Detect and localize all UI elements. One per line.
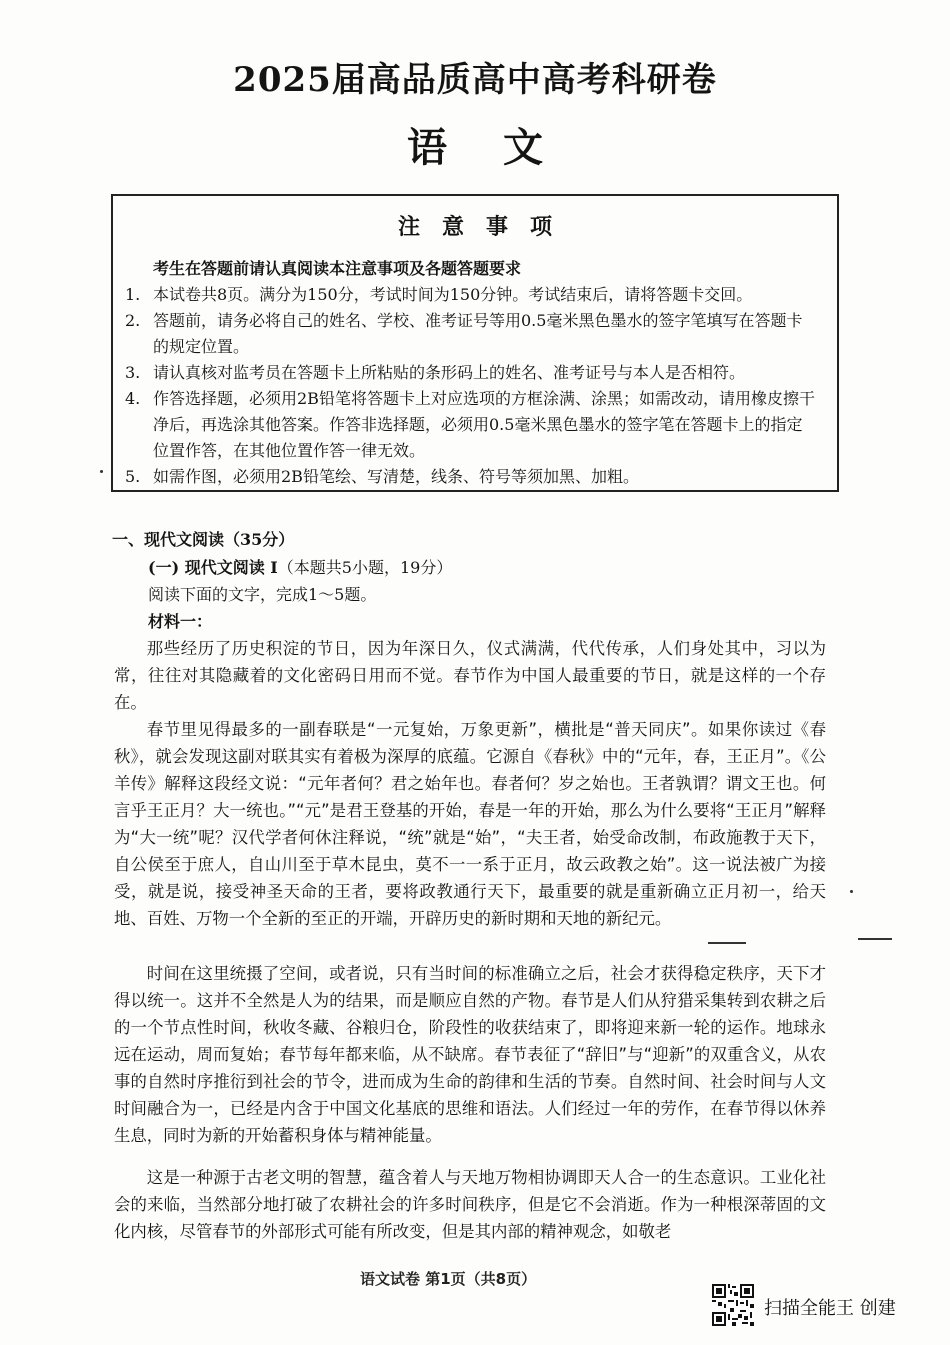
- notice-item-number: 5.: [125, 467, 141, 486]
- scanner-watermark: 扫描全能王 创建: [764, 1298, 896, 1319]
- scan-speck: [850, 890, 853, 893]
- notice-item-number: 2.: [125, 311, 141, 330]
- passage-paragraph: [114, 635, 826, 716]
- notice-item-text: 作答选择题，必须用2B铅笔将答题卡上对应选项的方框涂满、涂黑；如需改动，请用橡皮擦干净后，再选涂其他答案。作答非选择题，必须用0.5毫米黑色墨水的签字笔在答题卡上的指定位置作答，在其他位置作答一律无效。: [153, 389, 815, 460]
- notice-item-number: 4.: [125, 389, 141, 408]
- notice-item: [125, 360, 815, 386]
- subsection-score: （本题共5小题，19分）: [277, 558, 453, 577]
- exam-title: 2025届高品质高中高考科研卷: [233, 60, 717, 100]
- section-heading: 一、现代文阅读（35分）: [112, 530, 295, 549]
- material-label: 材料一：: [148, 612, 213, 631]
- notice-title: 注意事项: [397, 214, 574, 240]
- paragraph-text: 这是一种源于古老文明的智慧，蕴含着人与天地万物相协调即天人合一的生态意识。工业化社会的来临，当然部分地打破了农耕社会的许多时间秩序，但是它不会消逝。作为一种根深蒂固的文化内核，尽管春节的外部形式可能有所改变，但是其内部的精神观念，如敬老: [114, 1168, 826, 1241]
- passage-paragraph: [114, 960, 826, 1149]
- notice-item-text: 如需作图，必须用2B铅笔绘、写清楚，线条、符号等须加黑、加粗。: [153, 467, 639, 486]
- subsection-title: (一) 现代文阅读 I: [148, 558, 278, 577]
- page-footer: [360, 1262, 580, 1288]
- qr-code-icon: [712, 1284, 754, 1326]
- notice-item-text: 请认真核对监考员在答题卡上所粘贴的条形码上的姓名、准考证号与本人是否相符。: [153, 363, 746, 382]
- paragraph-text: 时间在这里统摄了空间，或者说，只有当时间的标准确立之后，社会才获得稳定秩序，天下才得以统一。这并不全然是人为的结果，而是顺应自然的产物。春节是人们从狩猎采集转到农耕之后的一个节点性时间，秋收冬藏、谷粮归仓，阶段性的收获结束了，即将迎来新一轮的运作。地球永远在运动，周而复始；春节每年都来临，从不缺席。春节表征了“辞旧”与“迎新”的双重含义，从农事的自然时序推衍到社会的节令，进而成为生命的韵律和生活的节奏。自然时间、社会时间与人文时间融合为一，已经是内含于中国文化基底的思维和语法。人们经过一年的劳作，在春节得以休养生息，同时为新的开始蓄积身体与精神能量。: [114, 964, 826, 1145]
- notice-item: [125, 308, 815, 360]
- reading-instruction: 阅读下面的文字，完成1～5题。: [148, 585, 377, 604]
- subject-title: 语文: [407, 124, 599, 171]
- pencil-mark: [858, 938, 892, 940]
- notice-item: [125, 386, 815, 464]
- passage-paragraph: [114, 716, 826, 932]
- notice-box: [111, 194, 839, 492]
- notice-item-text: 本试卷共8页。满分为150分，考试时间为150分钟。考试结束后，请将答题卡交回。: [153, 285, 753, 304]
- subsection-heading: [148, 555, 452, 578]
- scan-speck: [100, 470, 103, 473]
- notice-item-number: 1.: [125, 285, 141, 304]
- notice-item-number: 3.: [125, 363, 141, 382]
- notice-item: [125, 464, 815, 490]
- pencil-mark: [708, 942, 746, 944]
- notice-item-text: 答题前，请务必将自己的姓名、学校、准考证号等用0.5毫米黑色墨水的签字笔填写在答题卡的规定位置。: [153, 311, 803, 356]
- notice-item: [125, 282, 815, 308]
- passage-paragraph: [114, 1164, 826, 1245]
- notice-intro: 考生在答题前请认真阅读本注意事项及各题答题要求: [153, 259, 522, 278]
- paragraph-text: 春节里见得最多的一副春联是“一元复始，万象更新”，横批是“普天同庆”。如果你读过《春秋》，就会发现这副对联其实有着极为深厚的底蕴。它源自《春秋》中的“元年，春，王正月”。《公羊传》解释这段经文说：“元年者何？君之始年也。春者何？岁之始也。王者孰谓？谓文王也。何言乎王正月？大一统也。”“元”是君王登基的开始，春是一年的开始，那么为什么要将“王正月”解释为“大一统”呢？汉代学者何休注释说，“统”就是“始”，“夫王者，始受命改制，布政施教于天下，自公侯至于庶人，自山川至于草木昆虫，莫不一一系于正月，故云政教之始”。这一说法被广为接受，就是说，接受神圣天命的王者，要将政教通行天下，最重要的就是重新确立正月初一，给天地、百姓、万物一个全新的至正的开端，开辟历史的新时期和天地的新纪元。: [114, 720, 826, 928]
- paragraph-text: 那些经历了历史积淀的节日，因为年深日久，仪式满满，代代传承，人们身处其中，习以为常，往往对其隐藏着的文化密码日用而不觉。春节作为中国人最重要的节日，就是这样的一个存在。: [114, 639, 826, 712]
- page-number: 语文试卷 第1页（共8页）: [360, 1270, 537, 1288]
